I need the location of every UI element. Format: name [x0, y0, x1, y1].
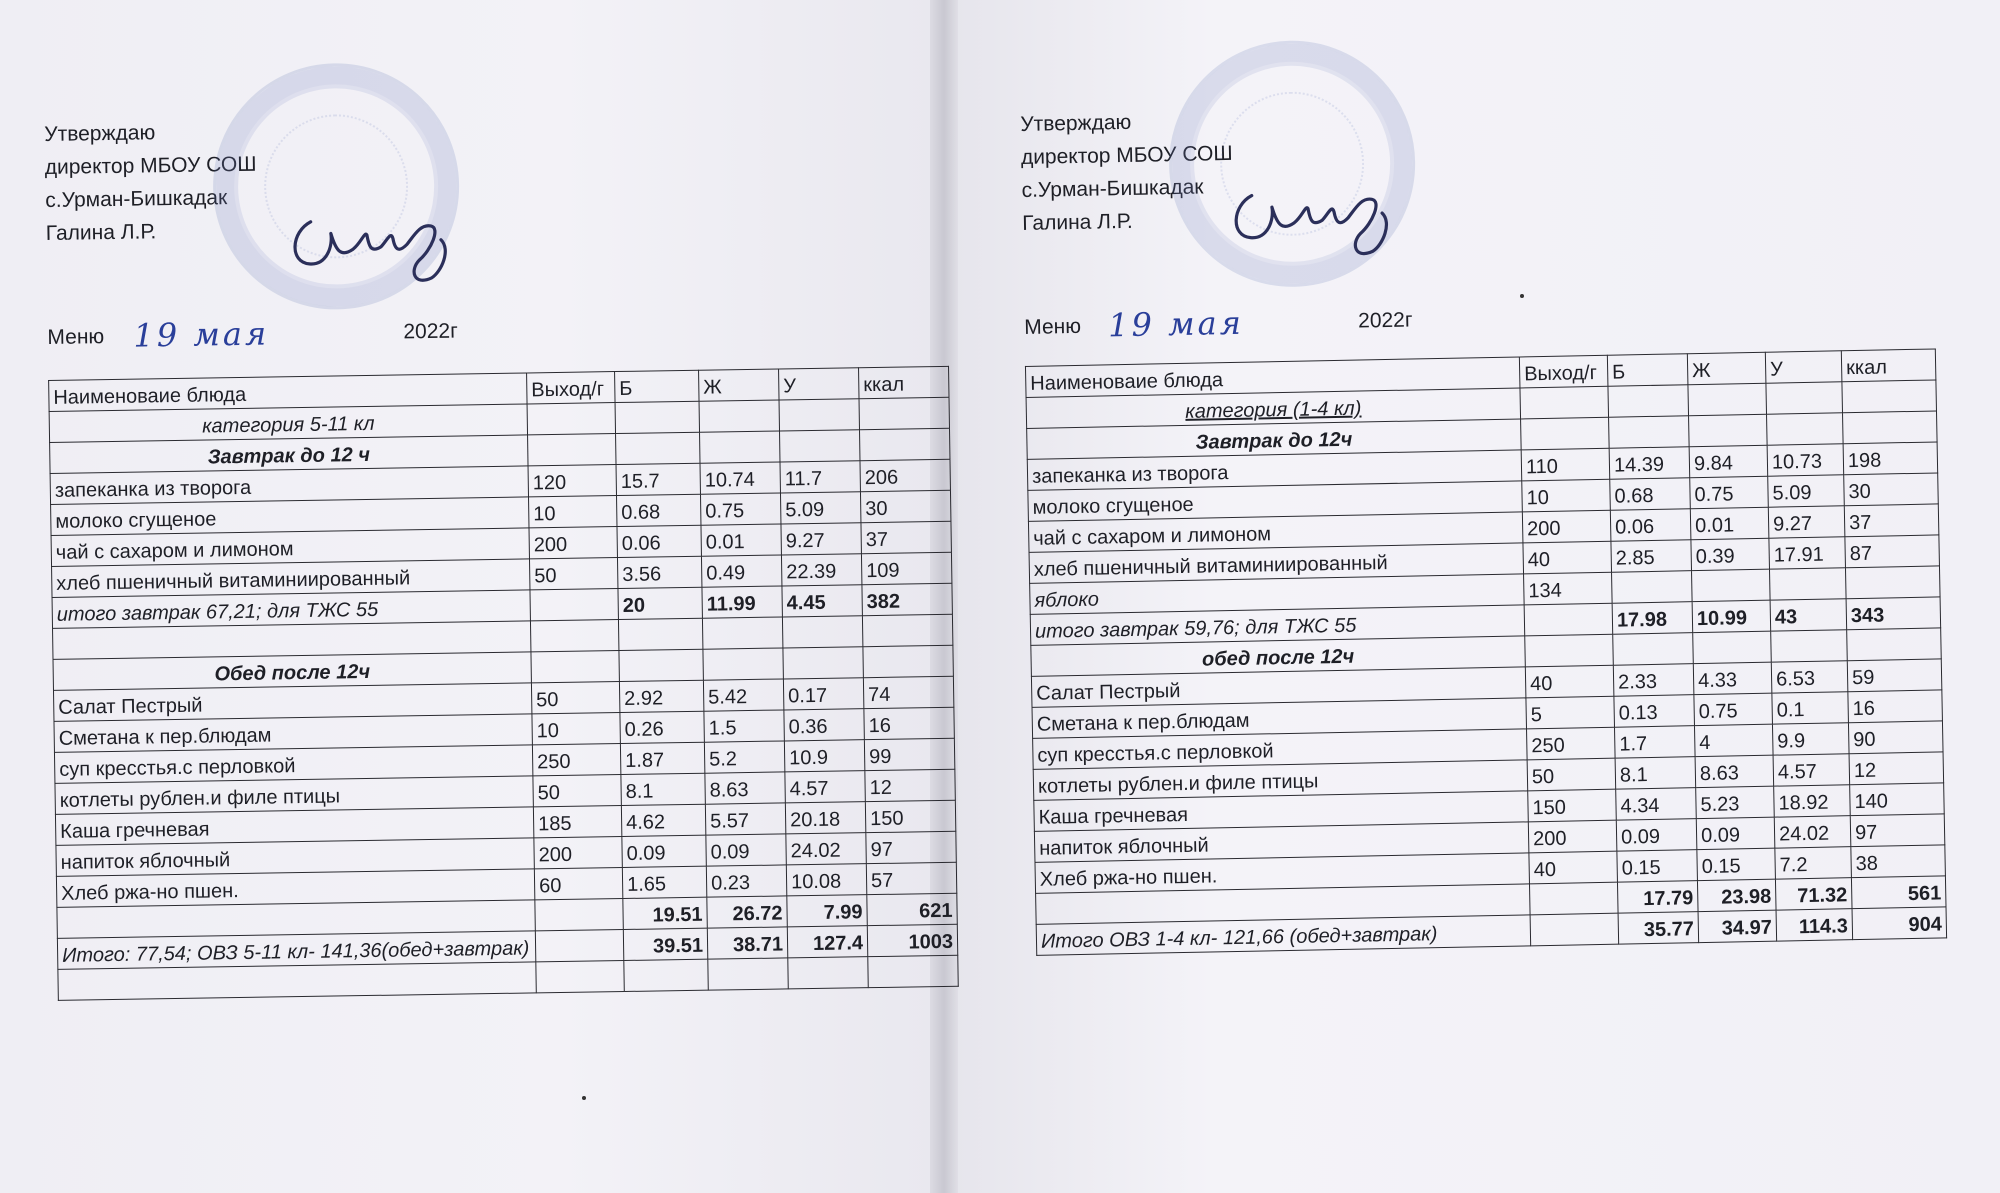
empty-cell	[531, 651, 619, 683]
dish-output: 40	[1529, 851, 1618, 884]
dish-name: яблоко	[1030, 574, 1525, 614]
dish-protein: 0.26	[620, 711, 704, 743]
dish-protein: 0.06	[1610, 509, 1691, 542]
empty-cell	[530, 589, 618, 621]
dish-carbs: 22.39	[781, 554, 861, 586]
total-protein: 17.98	[1612, 602, 1693, 635]
dish-name: молоко сгущеное	[1028, 481, 1523, 521]
dish-fat: 5.2	[704, 741, 784, 773]
empty-cell	[530, 620, 618, 652]
empty-cell	[1843, 411, 1938, 444]
dish-fat: 9.84	[1689, 445, 1768, 477]
signature	[280, 189, 472, 302]
dish-carbs: 17.91	[1769, 537, 1846, 569]
dish-output: 250	[532, 744, 620, 776]
grand-kcal: 1003	[867, 924, 957, 956]
dish-fat	[1692, 569, 1771, 601]
dish-name: Салат Пестрый	[1031, 667, 1526, 707]
dish-name: Хлеб ржа-но пшен.	[1035, 853, 1530, 893]
dish-kcal: 38	[1851, 845, 1946, 878]
dish-name: Салат Пестрый	[53, 683, 531, 722]
total-protein: 19.51	[623, 897, 707, 929]
protein-header: Б	[615, 370, 699, 402]
menu-label: Меню	[1023, 314, 1082, 339]
dish-protein: 0.15	[1617, 850, 1698, 883]
category-label: категория 5-11 кл	[49, 404, 527, 443]
dish-output: 150	[1528, 789, 1617, 822]
carbs-header: У	[1765, 351, 1842, 383]
dish-carbs: 11.7	[780, 461, 860, 493]
dish-output: 40	[1523, 541, 1612, 574]
dish-kcal: 140	[1850, 783, 1945, 816]
dish-fat: 0.75	[1694, 693, 1773, 725]
dish-name: запеканка из творога	[50, 466, 528, 505]
total-carbs: 4.45	[782, 585, 862, 617]
grand-protein: 39.51	[623, 928, 707, 960]
dish-carbs: 10.73	[1767, 444, 1844, 476]
dish-fat: 5.57	[705, 803, 785, 835]
dish-protein: 1.87	[620, 742, 704, 774]
grand-total-label: Итого ОВЗ 1-4 кл- 121,66 (обед+завтрак)	[1036, 915, 1531, 955]
empty-cell	[700, 431, 780, 463]
dish-kcal: 16	[1848, 690, 1943, 723]
empty-cell	[708, 958, 788, 990]
dish-carbs: 0.36	[784, 709, 864, 741]
approval-line: директор МБОУ СОШ	[44, 152, 257, 179]
dish-kcal	[1845, 566, 1940, 599]
dish-carbs: 4.57	[785, 771, 865, 803]
lunch-title: Обед после 12ч	[53, 652, 531, 691]
empty-cell	[1530, 913, 1619, 946]
dish-carbs: 5.09	[780, 492, 860, 524]
dish-fat: 0.01	[1690, 507, 1769, 539]
dish-output: 40	[1525, 665, 1614, 698]
approval-line: с.Урман-Бишкадак	[45, 186, 228, 212]
total-fat: 10.99	[1692, 600, 1771, 632]
dish-protein: 2.92	[619, 680, 703, 712]
dish-kcal: 198	[1843, 442, 1938, 475]
total-carbs: 71.32	[1775, 878, 1852, 910]
dish-output: 250	[1527, 727, 1616, 760]
dish-name: напиток яблочный	[1034, 822, 1529, 862]
empty-cell	[1520, 386, 1609, 419]
menu-date-line	[1024, 290, 1951, 348]
carbs-header: У	[779, 368, 859, 400]
dish-protein: 8.1	[1615, 757, 1696, 790]
protein-header: Б	[1607, 354, 1688, 387]
empty-cell	[616, 432, 700, 464]
dish-protein: 1.7	[1614, 726, 1695, 759]
dish-protein: 0.09	[1616, 819, 1697, 852]
handwritten-date: 19 мая	[1107, 303, 1245, 345]
dish-name: чай с сахаром и лимоном	[1028, 512, 1523, 552]
total-carbs: 7.99	[787, 895, 867, 927]
dish-carbs	[1769, 568, 1846, 600]
dish-protein: 4.62	[621, 804, 705, 836]
empty-cell	[780, 430, 860, 462]
dish-protein: 8.1	[621, 773, 705, 805]
lunch-title: обед после 12ч	[1031, 636, 1526, 676]
dish-output: 134	[1524, 572, 1613, 605]
menu-table	[1025, 348, 1947, 955]
empty-cell	[1688, 383, 1767, 415]
category-label: категория (1-4 кл)	[1026, 388, 1521, 428]
year-label: 2022г	[403, 319, 458, 344]
dish-fat: 0.75	[700, 493, 780, 525]
dish-kcal: 16	[864, 707, 954, 739]
year-label: 2022г	[1357, 308, 1413, 333]
approval-line: с.Урман-Бишкадак	[1021, 175, 1204, 202]
dish-fat: 0.15	[1697, 848, 1776, 880]
dish-output: 10	[1522, 479, 1611, 512]
dish-protein: 0.68	[1610, 478, 1691, 511]
empty-cell	[1689, 414, 1768, 446]
output-header: Выход/г	[527, 372, 615, 404]
empty-cell	[859, 428, 949, 460]
kcal-header: ккал	[859, 366, 949, 398]
dish-fat: 1.5	[704, 710, 784, 742]
grand-fat: 34.97	[1698, 910, 1777, 942]
dish-fat: 0.09	[706, 834, 786, 866]
empty-cell	[699, 400, 779, 432]
total-kcal: 343	[1846, 597, 1941, 630]
grand-carbs: 114.3	[1776, 909, 1853, 941]
dish-output: 120	[528, 465, 616, 497]
empty-cell	[618, 618, 702, 650]
dish-kcal: 206	[860, 459, 950, 491]
empty-cell	[1609, 416, 1690, 449]
dish-name: котлеты рублен.и филе птицы	[1033, 760, 1528, 800]
empty-cell	[1524, 603, 1613, 636]
dish-carbs: 24.02	[1774, 816, 1851, 848]
output-header: Выход/г	[1519, 355, 1608, 388]
dish-fat: 0.09	[1696, 817, 1775, 849]
dish-name: хлеб пшеничный витаминиированный	[1029, 543, 1524, 583]
dish-output: 60	[534, 868, 622, 900]
total-fat: 26.72	[707, 896, 787, 928]
dish-kcal: 97	[866, 831, 956, 863]
empty-cell	[779, 399, 859, 431]
dish-name-header: Наименоваие блюда	[49, 373, 527, 412]
dish-output: 185	[533, 806, 621, 838]
dish-fat: 0.75	[1690, 476, 1769, 508]
dish-protein: 1.65	[622, 866, 706, 898]
total-protein: 20	[618, 587, 702, 619]
dish-output: 5	[1526, 696, 1615, 729]
dish-carbs: 7.2	[1775, 847, 1852, 879]
fat-header: Ж	[699, 369, 779, 401]
dish-output: 200	[529, 527, 617, 559]
dish-output: 50	[531, 682, 619, 714]
empty-cell	[1767, 413, 1844, 445]
grand-protein: 35.77	[1618, 912, 1699, 945]
dish-carbs: 20.18	[785, 802, 865, 834]
fat-header: Ж	[1687, 352, 1766, 384]
empty-cell	[782, 616, 862, 648]
empty-cell	[863, 645, 953, 677]
approval-line: Галина Л.Р.	[45, 220, 157, 245]
dish-carbs: 0.17	[783, 678, 863, 710]
approval-line: Утверждаю	[44, 121, 156, 146]
empty-cell	[859, 397, 949, 429]
empty-cell	[1521, 417, 1610, 450]
dish-output: 50	[529, 558, 617, 590]
empty-cell	[528, 434, 616, 466]
empty-cell	[1693, 631, 1772, 663]
dish-protein: 0.09	[622, 835, 706, 867]
breakfast-total-label: итого завтрак 67,21; для ТЖС 55	[52, 590, 530, 629]
empty-cell	[1613, 633, 1694, 666]
dish-output: 200	[1522, 510, 1611, 543]
empty-cell	[1608, 385, 1689, 418]
dish-kcal: 59	[1847, 659, 1942, 692]
dish-name: молоко сгущеное	[51, 497, 529, 536]
dish-fat: 0.49	[701, 555, 781, 587]
ink-dot	[1520, 294, 1524, 298]
dish-kcal: 57	[866, 862, 956, 894]
dish-protein: 4.34	[1616, 788, 1697, 821]
dish-carbs: 10.9	[784, 740, 864, 772]
dish-protein	[1612, 571, 1693, 604]
total-kcal: 382	[862, 583, 952, 615]
approval-block	[44, 104, 954, 250]
signature	[1221, 163, 1413, 277]
dish-name: суп кресстья.с перловкой	[54, 745, 532, 784]
right-menu-document	[1020, 90, 1962, 956]
dish-kcal: 12	[865, 769, 955, 801]
dish-kcal: 74	[863, 676, 953, 708]
empty-cell	[527, 403, 615, 435]
dish-output: 110	[1521, 448, 1610, 481]
total-fat: 23.98	[1697, 879, 1776, 911]
dish-kcal: 37	[861, 521, 951, 553]
dish-carbs: 18.92	[1774, 785, 1851, 817]
dish-kcal: 37	[1844, 504, 1939, 537]
dish-protein: 15.7	[616, 463, 700, 495]
empty-cell	[868, 955, 958, 987]
dish-protein: 2.85	[1611, 540, 1692, 573]
dish-name: хлеб пшеничный витаминиированный	[52, 559, 530, 598]
dish-protein: 0.06	[617, 525, 701, 557]
empty-cell	[619, 649, 703, 681]
breakfast-title: Завтрак до 12 ч	[50, 435, 528, 474]
dish-carbs: 5.09	[1768, 475, 1845, 507]
dish-fat: 8.63	[705, 772, 785, 804]
total-kcal: 561	[1851, 876, 1946, 909]
dish-output: 50	[1527, 758, 1616, 791]
ink-dot	[582, 1096, 586, 1100]
dish-protein: 14.39	[1609, 447, 1690, 480]
dish-kcal: 30	[860, 490, 950, 522]
dish-fat: 0.23	[706, 865, 786, 897]
dish-fat: 4	[1694, 724, 1773, 756]
dish-name: котлеты рублен.и филе птицы	[55, 776, 533, 815]
approval-line: Утверждаю	[1020, 110, 1132, 136]
kcal-header: ккал	[1841, 349, 1936, 382]
empty-cell	[1847, 628, 1942, 661]
approval-line: Галина Л.Р.	[1021, 209, 1133, 235]
dish-name: Каша гречневая	[1034, 791, 1529, 831]
dish-carbs: 10.08	[786, 864, 866, 896]
grand-total-label: Итого: 77,54; ОВЗ 5-11 кл- 141,36(обед+завтрак)	[57, 931, 535, 970]
dish-name: запеканка из творога	[1027, 450, 1522, 490]
breakfast-title: Завтрак до 12ч	[1027, 419, 1522, 459]
dish-fat: 0.39	[1691, 538, 1770, 570]
dish-name: Каша гречневая	[55, 807, 533, 846]
dish-carbs: 4.57	[1773, 754, 1850, 786]
dish-carbs: 0.1	[1772, 692, 1849, 724]
empty-cell	[862, 614, 952, 646]
empty-cell	[1529, 882, 1618, 915]
dish-kcal: 109	[861, 552, 951, 584]
grand-fat: 38.71	[707, 927, 787, 959]
dish-kcal: 90	[1848, 721, 1943, 754]
dish-fat: 4.33	[1693, 662, 1772, 694]
approval-block	[1020, 90, 1948, 240]
dish-kcal: 12	[1849, 752, 1944, 785]
empty-cell	[536, 960, 624, 992]
total-kcal: 621	[867, 893, 957, 925]
empty-cell	[703, 648, 783, 680]
dish-output: 10	[532, 713, 620, 745]
empty-cell	[702, 617, 782, 649]
dish-protein: 0.68	[617, 494, 701, 526]
dish-output: 200	[534, 837, 622, 869]
dish-carbs: 9.9	[1772, 723, 1849, 755]
grand-carbs: 127.4	[787, 926, 867, 958]
dish-fat: 5.42	[703, 679, 783, 711]
dish-fat: 8.63	[1695, 755, 1774, 787]
empty-cell	[788, 957, 868, 989]
dish-output: 10	[529, 496, 617, 528]
menu-table	[48, 366, 959, 1001]
dish-fat: 0.01	[701, 524, 781, 556]
empty-cell	[535, 899, 623, 931]
left-menu-document	[44, 104, 966, 1001]
dish-name: Сметана к пер.блюдам	[1032, 698, 1527, 738]
dish-name-header: Наименоваие блюда	[1025, 357, 1520, 397]
dish-name: Хлеб ржа-но пшен.	[56, 869, 534, 908]
empty-cell	[535, 930, 623, 962]
menu-date-line	[47, 304, 956, 358]
dish-kcal: 99	[864, 738, 954, 770]
menu-label: Меню	[47, 325, 105, 349]
approval-line: директор МБОУ СОШ	[1020, 141, 1233, 169]
empty-cell	[783, 647, 863, 679]
dish-output: 50	[533, 775, 621, 807]
dish-protein: 0.13	[1614, 695, 1695, 728]
dish-name: суп кресстья.с перловкой	[1033, 729, 1528, 769]
dish-kcal: 97	[1850, 814, 1945, 847]
dish-carbs: 9.27	[1768, 506, 1845, 538]
dish-protein: 2.33	[1613, 664, 1694, 697]
empty-cell	[1525, 634, 1614, 667]
dish-fat: 10.74	[700, 462, 780, 494]
dish-kcal: 150	[865, 800, 955, 832]
empty-cell	[615, 401, 699, 433]
dish-carbs: 9.27	[781, 523, 861, 555]
dish-name: напиток яблочный	[56, 838, 534, 877]
dish-kcal: 87	[1845, 535, 1940, 568]
dish-kcal: 30	[1844, 473, 1939, 506]
total-fat: 11.99	[702, 586, 782, 618]
grand-kcal: 904	[1852, 907, 1947, 940]
empty-cell	[624, 959, 708, 991]
breakfast-total-label: итого завтрак 59,76; для ТЖС 55	[1030, 605, 1525, 645]
dish-protein: 3.56	[617, 556, 701, 588]
dish-carbs: 6.53	[1771, 661, 1848, 693]
handwritten-date: 19 мая	[133, 314, 270, 355]
dish-output: 200	[1528, 820, 1617, 853]
dish-name: Сметана к пер.блюдам	[54, 714, 532, 753]
dish-fat: 5.23	[1696, 786, 1775, 818]
empty-cell	[1766, 382, 1843, 414]
total-protein: 17.79	[1617, 881, 1698, 914]
empty-cell	[1842, 380, 1937, 413]
dish-name: чай с сахаром и лимоном	[51, 528, 529, 567]
dish-carbs: 24.02	[786, 833, 866, 865]
total-carbs: 43	[1770, 599, 1847, 631]
empty-cell	[1771, 630, 1848, 662]
